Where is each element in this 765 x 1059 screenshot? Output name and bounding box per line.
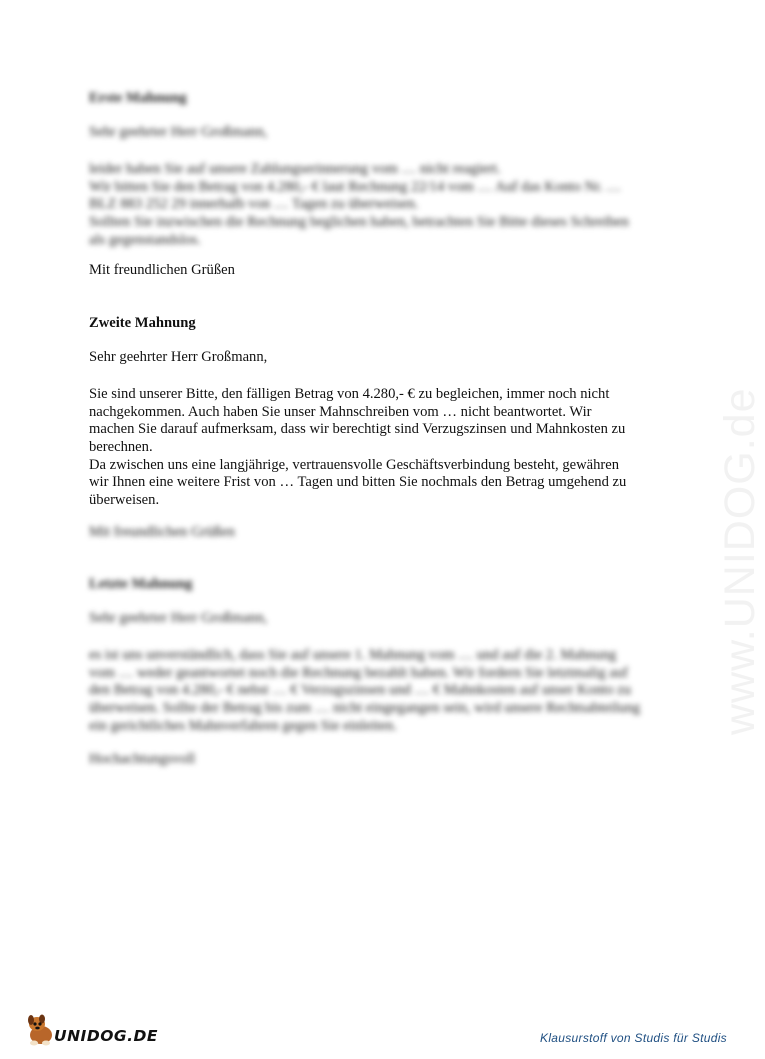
watermark-text: www.UNIDOG.de xyxy=(716,387,764,735)
logo-text: UNIDOG.DE xyxy=(54,1027,158,1045)
body-line: BLZ 883 252 29 innerhalb von … Tagen zu überweisen. xyxy=(89,196,419,213)
body-line: als gegenstandslos. xyxy=(89,231,201,248)
body-line: leider haben Sie auf unsere Zahlungserinnerung vom … nicht reagiert. xyxy=(89,161,501,178)
section-letzte-mahnung xyxy=(89,576,659,769)
section-body xyxy=(89,647,659,735)
dog-mascot-icon xyxy=(24,1013,58,1047)
closing-text: Mit freundlichen Grüßen xyxy=(89,524,235,540)
body-line: überweisen. xyxy=(89,491,160,508)
closing-text: Mit freundlichen Grüßen xyxy=(89,262,235,278)
salutation: Sehr geehrter Herr Großmann, xyxy=(89,609,268,626)
salutation: Sehr geehrter Herr Großmann, xyxy=(89,348,268,365)
body-line: es ist uns unverständlich, dass Sie auf unsere 1. Mahnung vom … und auf die 2. Mahnung xyxy=(89,647,617,664)
section-zweite-mahnung xyxy=(89,315,659,509)
body-line: Da zwischen uns eine langjährige, vertrauensvolle Geschäftsverbindung besteht, gewähren xyxy=(89,456,620,473)
section-heading: Letzte Mahnung xyxy=(89,576,193,592)
body-line: Sollten Sie inzwischen die Rechnung beglichen haben, betrachten Sie Bitte dieses Schreiben xyxy=(89,213,629,230)
watermark xyxy=(716,270,764,740)
section-heading: Zweite Mahnung xyxy=(89,315,196,331)
body-line: nachgekommen. Auch haben Sie unser Mahnschreiben vom … nicht beantwortet. Wir xyxy=(89,403,592,420)
body-line: vom … weder geantwortet noch die Rechnung bezahlt haben. Wir fordern Sie letztmalig auf xyxy=(89,664,628,681)
closing-text: Hochachtungsvoll xyxy=(89,751,196,768)
body-line: wir Ihnen eine weitere Frist von … Tagen und bitten Sie nochmals den Betrag umgehend zu xyxy=(89,474,627,491)
footer-tagline: Klausurstoff von Studis für Studis xyxy=(540,1031,727,1045)
body-line: berechnen. xyxy=(89,438,153,455)
section-body xyxy=(89,161,659,249)
body-line: überweisen. Sollte der Betrag bis zum … nicht eingegangen sein, wird unsere Rechtsabteilung xyxy=(89,699,641,716)
body-line: Sie sind unserer Bitte, den fälligen Betrag von 4.280,- € zu begleichen, immer noch nicht xyxy=(89,386,610,403)
section-erste-mahnung xyxy=(89,90,659,249)
salutation: Sehr geehrter Herr Großmann, xyxy=(89,123,268,140)
body-line: ein gerichtliches Mahnverfahren gegen Sie einleiten. xyxy=(89,717,397,734)
body-line: den Betrag von 4.280,- € nebst … € Verzugszinsen und … € Mahnkosten auf unser Konto zu xyxy=(89,682,632,699)
section-body xyxy=(89,386,659,509)
closing xyxy=(89,262,659,280)
body-line: machen Sie darauf aufmerksam, dass wir berechtigt sind Verzugszinsen und Mahnkosten zu xyxy=(89,421,626,438)
unidog-logo xyxy=(24,1013,164,1049)
section-heading: Erste Mahnung xyxy=(89,90,187,106)
body-line: Wir bitten Sie den Betrag von 4.280,- € laut Rechnung 22/14 vom … Auf das Konto Nr. … xyxy=(89,178,622,195)
closing xyxy=(89,524,659,542)
